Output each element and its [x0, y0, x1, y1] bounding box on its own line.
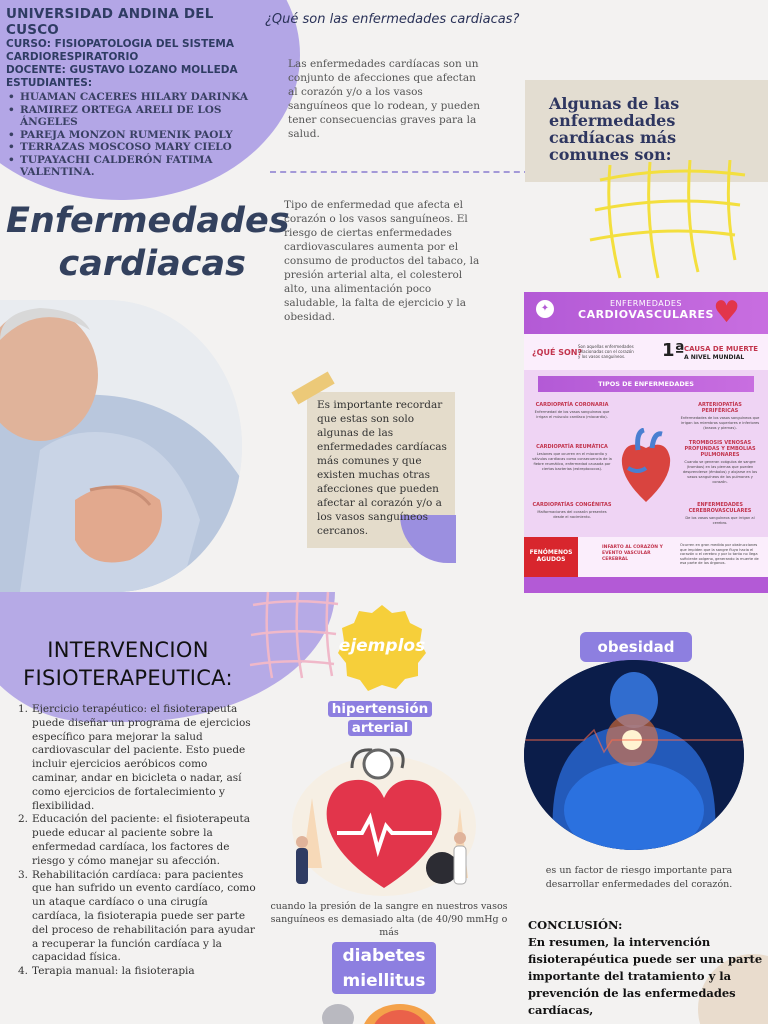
teacher-line: DOCENTE: GUSTAVO LOZANO MOLLEDA	[6, 64, 238, 76]
disease-item-desc: Enfermedad de los vasos sanguíneos que irrigan el músculo cardíaco (miocardio).	[534, 410, 610, 419]
item-text: Ejercicio terapéutico: el fisioterapeuta puede diseñar un programa de ejercicios específico para mejorar la salud cardiovascular del paciente. Esto puede incluir ejercicios aeróbicos como caminar, andar en bicicleta o nadar, así como ejercicios de fortalecimiento y flexibilidad.	[32, 703, 251, 812]
item-number: 1.	[18, 703, 29, 715]
hypertension-tag	[326, 700, 434, 738]
intervention-list	[18, 703, 256, 979]
student-item: • TERRAZAS MOSCOSO MARY CIELO	[6, 141, 268, 154]
anatomical-heart-icon	[616, 428, 676, 506]
cardiovascular-infographic	[524, 292, 768, 593]
disease-item	[532, 502, 612, 520]
students-list	[6, 91, 268, 179]
conclusion-block	[528, 917, 764, 1019]
que-son-label: ¿QUÉ SON?	[532, 348, 583, 357]
intervention-title-line-1: INTERVENCION	[47, 638, 209, 662]
conclusion-text: En resumen, la intervención fisioterapéutica puede ser una parte importante del tratamiento y la prevención de las enfermedades cardíacas,	[528, 935, 763, 1017]
obesity-tag: obesidad	[580, 632, 692, 662]
acute-label: FENÓMENOS AGUDOS	[524, 537, 578, 577]
infographic-header	[524, 292, 768, 334]
acute-events: INFARTO AL CORAZÓN Y EVENTO VASCULAR CEREBRAL	[602, 545, 663, 562]
item-number: 4.	[18, 965, 29, 978]
item-text: Educación del paciente: el fisioterapeuta puede educar al paciente sobre la enfermedad cardíaca, los factores de riesgo y cómo manejar su afección.	[32, 813, 250, 867]
obesity-text: es un factor de riesgo importante para desarrollar enfermedades del corazón.	[545, 865, 733, 890]
dashed-divider	[270, 171, 530, 173]
intervention-title-line-2: FISIOTERAPEUTICA:	[23, 666, 233, 690]
disease-item-desc: De los vasos sanguíneos que irrigan al cerebro.	[685, 516, 755, 525]
student-item: • HUAMAN CACERES HILARY DARINKA	[6, 91, 268, 104]
university-name: UNIVERSIDAD ANDINA DEL CUSCO	[6, 6, 214, 38]
disease-item-title: TROMBOSIS VENOSAS PROFUNDAS Y EMBOLIAS PULMONARES	[684, 440, 756, 458]
conclusion-label: CONCLUSIÓN:	[528, 918, 623, 932]
disease-item	[680, 502, 760, 526]
disease-item	[680, 402, 760, 431]
hypertension-tag-line-1: hipertensión	[328, 701, 432, 717]
disease-item-title: CARDIOPATÍA REUMÁTICA	[536, 444, 608, 450]
main-title	[6, 200, 290, 286]
disease-item-desc: Malformaciones del corazón presentes desde el nacimiento.	[537, 510, 607, 519]
item-number: 3.	[18, 868, 29, 881]
diabetes-tag-line-1: diabetes	[342, 946, 426, 966]
intervention-item	[18, 965, 256, 979]
cause-line-2: A NIVEL MUNDIAL	[684, 354, 745, 361]
yellow-grid-decor	[580, 160, 750, 280]
item-text: Terapia manual: la fisioterapia	[32, 965, 195, 978]
definition-paragraph-1: Las enfermedades cardíacas son un conjunto de afecciones que afectan al corazón y/o a los vasos sanguíneos que lo rodean, y pueden tener consecuencias graves para la salud.	[288, 58, 480, 140]
infographic-definition-row	[524, 334, 768, 370]
types-title: TIPOS DE ENFERMEDADES	[538, 376, 754, 392]
note-text: Es importante recordar que estas son solo algunas de las enfermedades cardíacas más comunes y que existen muchas otras afecciones que pueden afectar al corazón y/o a los vasos sanguíneos cercanos.	[317, 399, 447, 537]
disease-item-title: ENFERMEDADES CEREBROVASCULARES	[688, 502, 752, 514]
students-label: ESTUDIANTES:	[6, 77, 93, 89]
disease-item	[680, 440, 760, 485]
hypertension-tag-line-2: arterial	[348, 720, 412, 736]
hypertension-illustration	[282, 738, 487, 898]
pink-grid-decor	[248, 590, 343, 680]
student-item: • PAREJA MONZON RUMENIK PAOLY	[6, 129, 268, 142]
student-item: • TUPAYACHI CALDERÓN FATIMA VALENTINA.	[6, 154, 268, 179]
man-chest-pain-photo	[0, 300, 242, 592]
logo-icon: ✦	[536, 300, 554, 318]
hypertension-text: cuando la presión de la sangre en nuestros vasos sanguíneos es demasiado alta (de 40/90 mmHg o más	[270, 901, 508, 938]
intervention-item	[18, 813, 256, 868]
first-cause-number: 1ª	[662, 340, 685, 361]
disease-item-title: CARDIOPATÍAS CONGÉNITAS	[532, 502, 612, 508]
obesity-illustration	[524, 660, 744, 850]
examples-label: ejemplos	[338, 636, 426, 656]
disease-item-desc: Enfermedades de los vasos sanguíneos que irrigan los miembros superiores e inferiores (brazos y piernas).	[680, 416, 760, 430]
heart-icon: ♥	[713, 295, 740, 330]
student-item: • RAMIREZ ORTEGA ARELI DE LOS ÁNGELES	[6, 104, 268, 129]
man-illustration	[0, 300, 242, 592]
intervention-item	[18, 703, 256, 813]
obese-body-illustration	[524, 660, 744, 850]
common-diseases-title: Algunas de las enfermedades cardíacas más comunes son:	[549, 94, 680, 164]
course-line: CURSO: FISIOPATOLOGIA DEL SISTEMA CARDIORESPIRATORIO	[6, 38, 234, 63]
infographic-top-2: CARDIOVASCULARES	[578, 308, 714, 321]
definition-paragraph-2: Tipo de enfermedad que afecta el corazón o los vasos sanguíneos. El riesgo de ciertas enfermedades cardiovasculares aumenta por el consumo de productos del tabaco, la presión arterial alta, el colesterol alto, una alimentación poco saludable, la falta de ejercicio y la obesidad.	[284, 199, 480, 323]
disease-item	[532, 402, 612, 420]
infographic-top-1: ENFERMEDADES	[610, 299, 682, 308]
disease-item-desc: Lesiones que ocurren en el miocardio y válvulas cardíacas como consecuencia de la fiebre reumática, enfermedad causada por ciertas bacterias (estreptococos).	[532, 452, 612, 471]
header-block	[6, 6, 268, 179]
intervention-title	[6, 636, 250, 692]
acute-row	[524, 537, 768, 577]
disease-item	[532, 444, 612, 472]
disease-item-title: ARTERIOPATÍAS PERIFÉRICAS	[698, 402, 742, 414]
main-title-line-1: Enfermedades	[6, 201, 290, 241]
que-son-desc: Son aquellas enfermedades relacionadas con el corazón y los vasos sanguíneos.	[578, 344, 634, 359]
item-text: Rehabilitación cardíaca: para pacientes que han sufrido un evento cardíaco, como un ataque cardíaco o una cirugía cardíaca, la fisioterapia puede ser parte del proceso de rehabilitación para ayudar a recuperar la función cardíaca y la capacidad física.	[32, 868, 256, 964]
diabetes-illustration	[318, 994, 468, 1024]
diabetes-tag-line-2: miellitus	[342, 971, 426, 991]
item-number: 2.	[18, 813, 29, 826]
disease-item-desc: Cuando se generan coágulos de sangre (trombos) en las piernas que pueden desprenderse (émbolos) y alojarse en los vasos sanguíneos de los pulmones y corazón.	[682, 460, 758, 484]
cause-line-1: CAUSA DE MUERTE	[684, 345, 759, 353]
infographic-footer	[524, 577, 768, 593]
intervention-item	[18, 869, 256, 966]
diabetes-tag	[332, 942, 436, 994]
main-title-line-2: cardiacas	[58, 244, 246, 284]
question-title: ¿Qué son las enfermedades cardiacas?	[265, 12, 520, 27]
disease-item-title: CARDIOPATÍA CORONARIA	[535, 402, 609, 408]
acute-desc: Ocurren en gran medida por obstrucciones que impiden que la sangre fluya hacia el corazón o el cerebro y por lo tanto no llega suficiente oxígeno, generando la muerte de esa parte de los órganos.	[680, 543, 759, 565]
